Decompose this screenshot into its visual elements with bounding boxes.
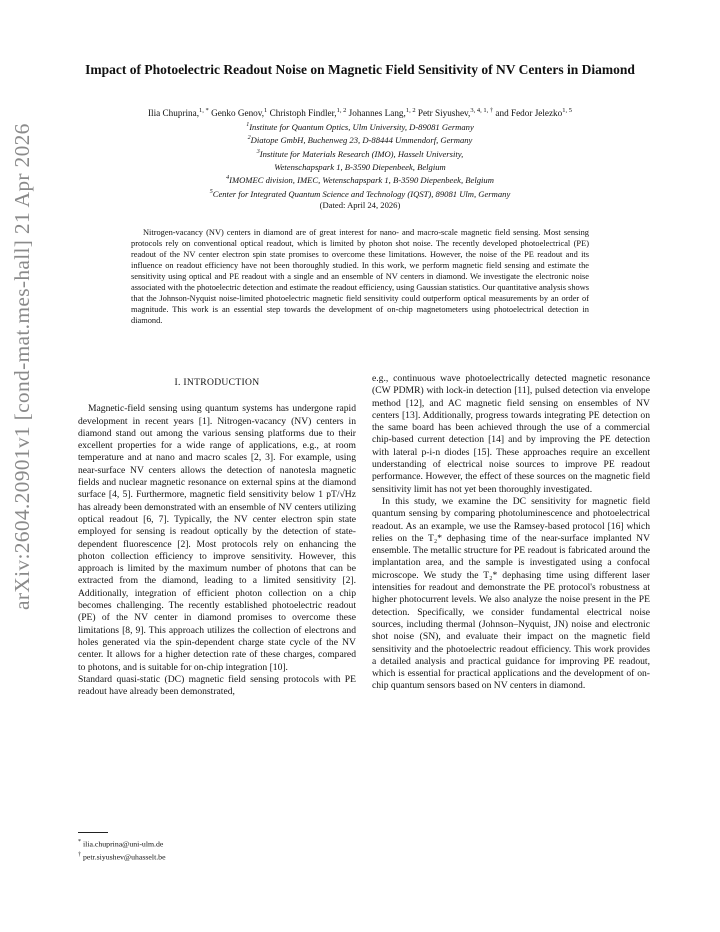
- author: Petr Siyushev,$^{3, 4, 1, \dagger}$: [417, 107, 494, 119]
- body-paragraph: e.g., continuous wave photoelectrically detected magnetic resonance (CW PDMR) with lock-in detection [11], pulsed detection via envelope method [12], and AC magnetic field sensing on ensembles of NV centers [13]. Additionally, progress towards integrating PE detection on the same board has been achieved through the use of a commercial chip-based current detection [14] and by improving the PE detection with lateral p-i-n diodes [15]. These approaches require an excellent understanding of electrical noise sources to improve PE readout performance. However, the effect of these sources on the magnetic field sensitivity limit has not yet been thoroughly investigated.: [372, 373, 650, 495]
- footnotes: [78, 837, 378, 862]
- left-column: [78, 373, 356, 698]
- arxiv-identifier: arXiv:2604.20901v1 [cond-mat.mes-hall] 21 Apr 2026: [10, 123, 34, 610]
- author: Ilia Chuprina,$^{1, *}$: [147, 107, 209, 119]
- affiliation: $^4$IMOMEC division, IMEC, Wetenschapspark 1, B-3590 Diepenbeek, Belgium: [226, 175, 494, 186]
- right-column: [372, 373, 650, 693]
- footnote: * ilia.chuprina@uni-ulm.de: [78, 839, 164, 849]
- author: Christoph Findler,$^{1, 2}$: [269, 107, 347, 119]
- footnote-rule: [78, 832, 108, 833]
- author: Genko Genov,$^1$: [211, 107, 268, 119]
- affiliation: $^5$Center for Integrated Quantum Science and Technology (IQST), 89081 Ulm, Germany: [209, 188, 511, 199]
- affiliation: Wetenschapspark 1, B-3590 Diepenbeek, Belgium: [274, 161, 446, 172]
- footnote: † petr.siyushev@uhasselt.be: [78, 851, 166, 862]
- author: and Fedor Jelezko$^{1, 5}$: [495, 107, 572, 119]
- affiliation-list: [60, 120, 660, 212]
- abstract: Nitrogen-vacancy (NV) centers in diamond are of great interest for nano- and macro-scale magnetic field sensing. Most sensing protocols rely on conventional optical readout, which is limited by photon shot noise. The recently developed photoelectrical (PE) readout of the NV center electron spin state promises to overcome these limitations. However, the noise of the PE readout and its influence on readout efficiency have not been thoroughly studied. In this work, we perform magnetic field sensing and estimate the sensitivity using optical and PE readout with a single and an ensemble of NV centers in diamond. We investigate the electronic noise associated with the photoelectric detection and estimate the readout efficiency, using Gaussian statistics. Our quantitative analysis shows that the Johnson-Nyquist noise-limited photoelectric magnetic field sensitivity could outperform optical measurements by an order of magnitude. This work is an essential step towards the development of on-chip magnetometers using photoelectrical detection in diamond.: [131, 228, 589, 326]
- section-heading: I. INTRODUCTION: [174, 377, 260, 388]
- paper-title: Impact of Photoelectric Readout Noise on Magnetic Field Sensitivity of NV Centers in Diamond: [85, 62, 635, 77]
- body-paragraph: Standard quasi-static (DC) magnetic field sensing protocols with PE readout have already been demonstrated,: [78, 673, 356, 698]
- date-line: (Dated: April 24, 2026): [319, 200, 401, 211]
- body-paragraph: Magnetic-field sensing using quantum systems has undergone rapid development in recent years [1]. Nitrogen-vacancy (NV) centers in diamond stand out among the various sensing platforms due to their excellent properties for a wide range of applications, e.g., at room temperature and at nano and macro scales [2, 3]. For example, using near-surface NV centers allows the detection of nanotesla magnetic fields and nuclear magnetic resonance on external spins at the diamond surface [4, 5]. Furthermore, magnetic field sensitivity below 1 pT/√Hz has already been demonstrated with an ensemble of NV centers utilizing optical readout [6, 7]. Typically, the NV center electron spin state employed for sensing is readout optically by the detection of state-dependent fluorescence [2]. Most protocols rely on enhancing the photon collection efficiency to improve sensitivity. However, this approach is limited by the maximum number of photons that can be extracted from the diamond, leading to a limited sensitivity [2]. Additionally, integration of efficient photon collection on a chip becomes challenging. The recently established photoelectric readout (PE) of the NV center in diamond promises to overcome these limitations [8, 9]. This approach utilizes the collection of electrons and holes generated via the spin-dependent charge state cycle of the NV center. It allows for a higher detection rate of these charges, compared to photons, and is suitable for on-chip integration [10].: [78, 403, 356, 673]
- affiliation: $^1$Institute for Quantum Optics, Ulm University, D-89081 Germany: [246, 121, 474, 132]
- body-paragraph: In this study, we examine the DC sensitivity for magnetic field quantum sensing by comparing photoluminescence and photoelectrical readout. As an example, we use the Ramsey-based protocol [16] which relies on the T₂* dephasing time of the near-surface implanted NV ensemble. The metallic structure for PE readout is fabricated around the implantation area, and the sample is investigated using a confocal microscope. We study the T₂* dephasing time using different laser intensities for readout and demonstrate the PE protocol's robustness at higher photocurrent levels. We also analyze the noise present in the PE detection. Specifically, we consider fundamental electrical noise sources, including thermal (Johnson–Nyquist, JN) noise and electronic shot noise (SN), and evaluate their impact on the magnetic field sensitivity and the photoelectric readout efficiency. This work provides a detailed analysis and practical guidance for improving PE readout, which is essential for practical applications and the development of on-chip quantum sensors based on NV centers in diamond.: [372, 495, 650, 692]
- author-list: [40, 105, 680, 119]
- affiliation: $^2$Diatope GmbH, Buchenweg 23, D-88444 Ummendorf, Germany: [247, 135, 473, 146]
- author: Johannes Lang,$^{1, 2}$: [348, 107, 416, 119]
- affiliation: $^3$Institute for Materials Research (IMO), Hasselt University,: [256, 148, 464, 159]
